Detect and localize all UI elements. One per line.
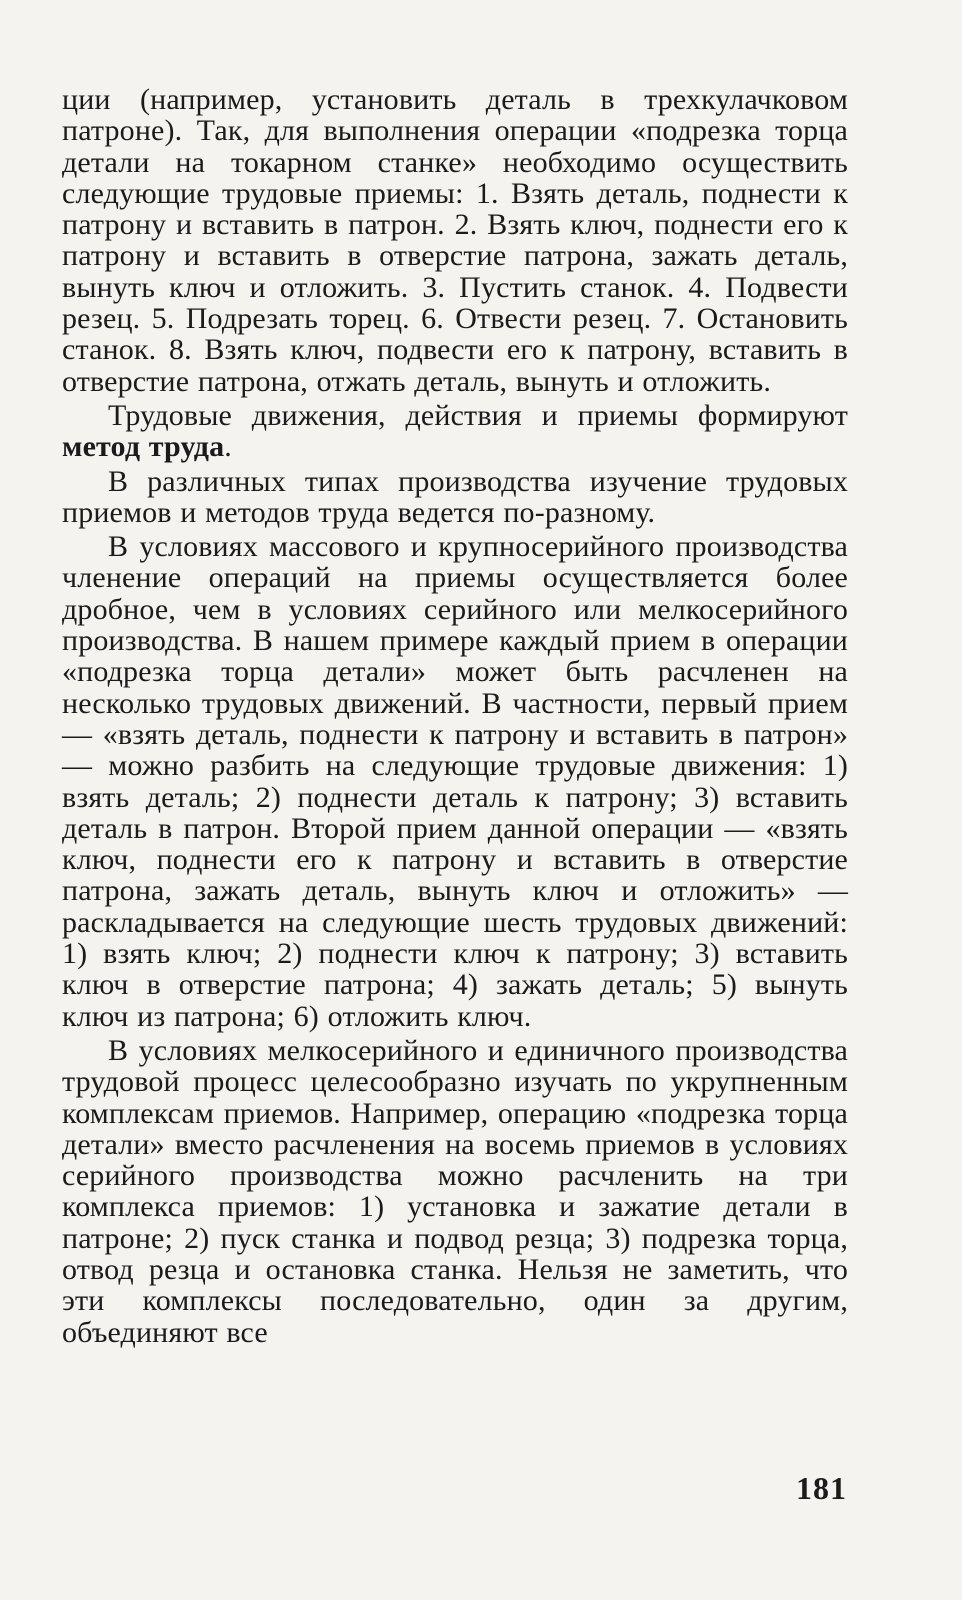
paragraph-labor-method	[62, 400, 848, 463]
term-labor-method: метод труда	[62, 430, 225, 464]
paragraph-mass-production: В условиях массового и крупносерийного производства членение операций на приемы осуществляется более дробное, чем в условиях серийного или мелкосерийного производства. В нашем примере каждый прием в операции «подрезка торца детали» может быть расчленен на несколько трудовых движений. В частности, первый прием — «взять деталь, поднести к патрону и вставить в патрон» — можно разбить на следующие трудовые движения: 1) взять деталь; 2) поднести деталь к патрону; 3) вставить деталь в патрон. Второй прием данной операции — «взять ключ, поднести его к патрону и вставить в отверстие патрона, зажать деталь, вынуть ключ и отложить» — раскладывается на следующие шесть трудовых движений: 1) взять ключ; 2) поднести ключ к патрону; 3) вставить ключ в отверстие патрона; 4) зажать деталь; 5) вынуть ключ из патрона; 6) отложить ключ.	[62, 530, 848, 1033]
page-body	[62, 84, 848, 1348]
page-number: 181	[796, 1470, 847, 1506]
paragraph-small-series: В условиях мелкосерийного и единичного производства трудовой процесс целесообразно изучать по укрупненным комплексам приемов. Например, операцию «подрезка торца детали» вместо расчленения на восемь приемов в условиях серийного производства можно расчленить на три комплекса приемов: 1) установка и зажатие детали в патроне; 2) пуск станка и подвод резца; 3) подрезка торца, отвод резца и остановка станка. Нельзя не заметить, что эти комплексы последовательно, один за другим, объединяют все	[62, 1033, 848, 1349]
paragraph-labor-method-text: Трудовые движения, действия и приемы формируют	[108, 398, 848, 432]
paragraph-labor-method-end: .	[224, 430, 232, 464]
paragraph-production-types: В различных типах производства изучение трудовых приемов и методов труда ведется по-разному.	[62, 464, 848, 529]
paragraph-continuation: ции (например, установить деталь в трехкулачковом патроне). Так, для выполнения операции «подрезка торца детали на токарном станке» необходимо осуществить следующие трудовые приемы: 1. Взять деталь, поднести к патрону и вставить в патрон. 2. Взять ключ, поднести его к патрону и вставить в отверстие патрона, зажать деталь, вынуть ключ и отложить. 3. Пустить станок. 4. Подвести резец. 5. Подрезать торец. 6. Отвести резец. 7. Остановить станок. 8. Взять ключ, подвести его к патрону, вставить в отверстие патрона, отжать деталь, вынуть и отложить.	[62, 83, 848, 398]
